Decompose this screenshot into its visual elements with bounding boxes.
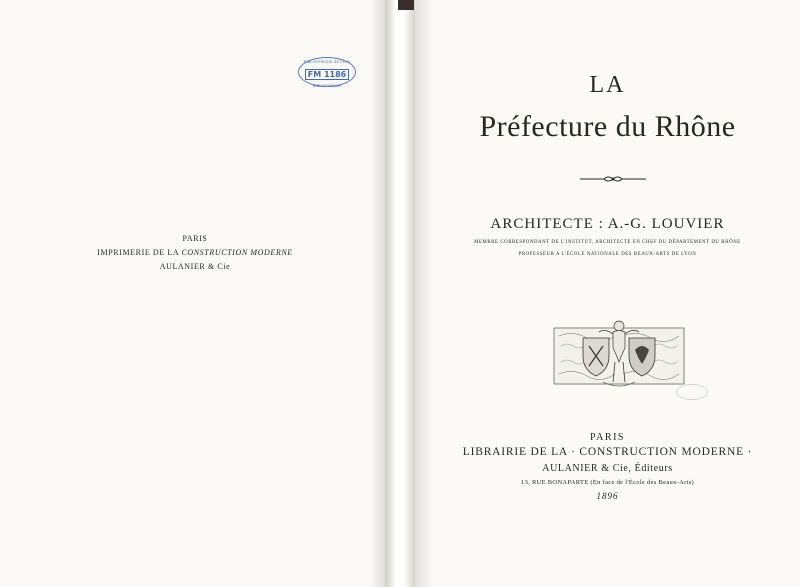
architect-subtitle-1: MEMBRE CORRESPONDANT DE L'INSTITUT, ARCHITECTE EN CHEF DU DÉPARTEMENT DU RHÔNE xyxy=(474,240,741,245)
imprint-printer-title: CONSTRUCTION MODERNE xyxy=(181,248,293,257)
publisher-library: LIBRAIRIE DE LA · CONSTRUCTION MODERNE · xyxy=(462,446,753,458)
printer-imprint xyxy=(80,232,310,274)
architect-heading: ARCHITECTE : A.-G. LOUVIER xyxy=(490,216,725,232)
page-title: Préfecture du Rhône xyxy=(479,110,736,143)
publication-year: 1896 xyxy=(596,491,619,501)
publisher-city: PARIS xyxy=(590,432,625,443)
stamp-bottom-text: BIBLIOTHÈQUE xyxy=(312,84,342,88)
coat-of-arms-vignette-icon xyxy=(553,316,685,392)
book-binding xyxy=(387,0,417,587)
left-page xyxy=(0,0,385,587)
architect-subtitle-2: PROFESSEUR A L'ÉCOLE NATIONALE DES BEAUX-ARTS DE LYON xyxy=(518,252,697,257)
binding-spine-top xyxy=(398,0,414,10)
imprint-printer-prefix: IMPRIMERIE DE LA xyxy=(97,248,179,257)
imprint-city: PARIS xyxy=(182,234,208,243)
publisher-address: 13, RUE BONAPARTE (En face de l'École des Beaux-Arts) xyxy=(521,479,694,486)
library-stamp xyxy=(298,57,356,87)
imprint-printer xyxy=(80,246,310,260)
faint-stamp-mark xyxy=(676,384,708,400)
title-article: LA xyxy=(589,72,626,98)
ornament-divider-icon xyxy=(580,174,646,184)
stamp-top-text: BIBLIOTHÈQUE DE LYON xyxy=(303,60,351,64)
publisher-editors: AULANIER & Cie, Éditeurs xyxy=(542,463,673,474)
stamp-number: FM 1186 xyxy=(305,69,349,80)
imprint-publisher: AULANIER & Cie xyxy=(159,262,231,271)
